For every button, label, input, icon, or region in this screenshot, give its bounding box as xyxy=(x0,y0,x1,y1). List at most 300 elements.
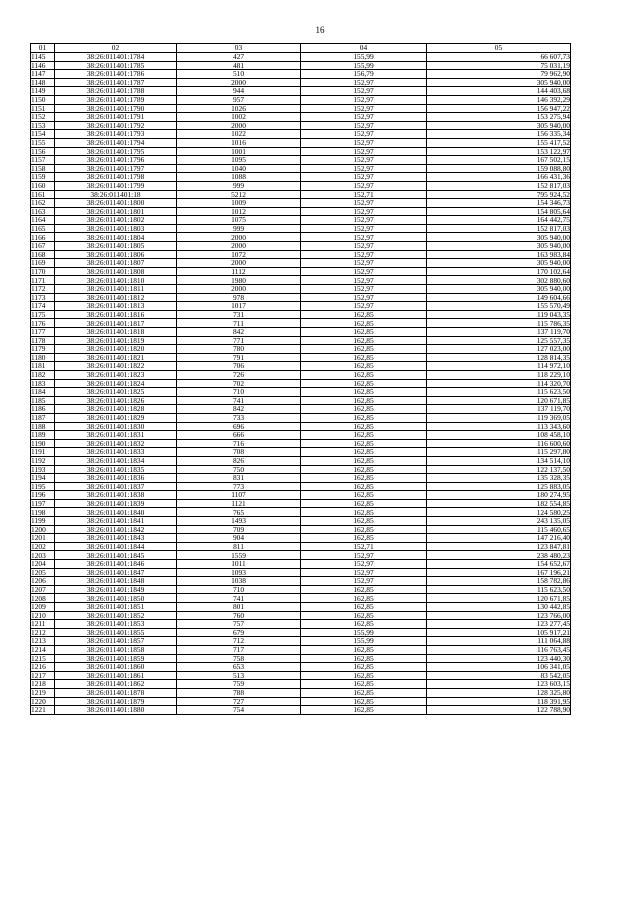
cadastral-number-cell: 38:26:011401:1846 xyxy=(55,560,177,569)
row-number-cell: 1147 xyxy=(31,70,55,79)
data-table xyxy=(30,43,571,715)
rate-cell: 152,97 xyxy=(301,577,427,586)
row-number-cell: 1164 xyxy=(31,216,55,225)
area-cell: 1107 xyxy=(177,491,301,500)
rate-cell: 152,97 xyxy=(301,147,427,156)
value-cell: 167 196,21 xyxy=(427,568,571,577)
area-cell: 944 xyxy=(177,87,301,96)
table-row xyxy=(31,242,571,251)
value-cell: 146 392,29 xyxy=(427,95,571,104)
value-cell: 155 417,52 xyxy=(427,138,571,147)
table-row xyxy=(31,594,571,603)
row-number-cell: 1155 xyxy=(31,138,55,147)
cadastral-number-cell: 38:26:011401:18 xyxy=(55,190,177,199)
row-number-cell: 1148 xyxy=(31,78,55,87)
rate-cell: 162,85 xyxy=(301,594,427,603)
rate-cell: 152,97 xyxy=(301,78,427,87)
row-number-cell: 1208 xyxy=(31,594,55,603)
column-header: 03 xyxy=(177,44,301,53)
rate-cell: 162,85 xyxy=(301,508,427,517)
cadastral-number-cell: 38:26:011401:1813 xyxy=(55,302,177,311)
row-number-cell: 1196 xyxy=(31,491,55,500)
table-row xyxy=(31,697,571,706)
rate-cell: 162,85 xyxy=(301,422,427,431)
header-row xyxy=(31,44,571,53)
value-cell: 83 542,05 xyxy=(427,671,571,680)
table-row xyxy=(31,156,571,165)
value-cell: 158 782,86 xyxy=(427,577,571,586)
value-cell: 118 229,10 xyxy=(427,370,571,379)
cadastral-number-cell: 38:26:011401:1843 xyxy=(55,534,177,543)
area-cell: 842 xyxy=(177,328,301,337)
area-cell: 1009 xyxy=(177,199,301,208)
row-number-cell: 1162 xyxy=(31,199,55,208)
value-cell: 106 341,05 xyxy=(427,663,571,672)
rate-cell: 162,85 xyxy=(301,603,427,612)
rate-cell: 162,85 xyxy=(301,413,427,422)
table-row xyxy=(31,370,571,379)
area-cell: 2000 xyxy=(177,121,301,130)
cadastral-number-cell: 38:26:011401:1793 xyxy=(55,130,177,139)
cadastral-number-cell: 38:26:011401:1805 xyxy=(55,242,177,251)
rate-cell: 152,97 xyxy=(301,156,427,165)
value-cell: 116 600,60 xyxy=(427,439,571,448)
value-cell: 153 275,94 xyxy=(427,113,571,122)
rate-cell: 152,97 xyxy=(301,173,427,182)
area-cell: 788 xyxy=(177,688,301,697)
value-cell: 147 216,40 xyxy=(427,534,571,543)
rate-cell: 152,97 xyxy=(301,87,427,96)
cadastral-number-cell: 38:26:011401:1824 xyxy=(55,379,177,388)
row-number-cell: 1191 xyxy=(31,448,55,457)
row-number-cell: 1207 xyxy=(31,585,55,594)
row-number-cell: 1168 xyxy=(31,250,55,259)
row-number-cell: 1185 xyxy=(31,396,55,405)
rate-cell: 152,97 xyxy=(301,568,427,577)
row-number-cell: 1184 xyxy=(31,388,55,397)
value-cell: 128 325,80 xyxy=(427,688,571,697)
row-number-cell: 1214 xyxy=(31,645,55,654)
area-cell: 1072 xyxy=(177,250,301,259)
row-number-cell: 1219 xyxy=(31,688,55,697)
rate-cell: 162,85 xyxy=(301,370,427,379)
row-number-cell: 1174 xyxy=(31,302,55,311)
cadastral-number-cell: 38:26:011401:1802 xyxy=(55,216,177,225)
rate-cell: 152,97 xyxy=(301,293,427,302)
cadastral-number-cell: 38:26:011401:1828 xyxy=(55,405,177,414)
table-row xyxy=(31,388,571,397)
row-number-cell: 1149 xyxy=(31,87,55,96)
value-cell: 119 043,35 xyxy=(427,310,571,319)
table-row xyxy=(31,164,571,173)
value-cell: 123 847,81 xyxy=(427,542,571,551)
table-row xyxy=(31,104,571,113)
value-cell: 116 763,45 xyxy=(427,645,571,654)
value-cell: 305 940,00 xyxy=(427,259,571,268)
cadastral-number-cell: 38:26:011401:1817 xyxy=(55,319,177,328)
row-number-cell: 1165 xyxy=(31,224,55,233)
row-number-cell: 1171 xyxy=(31,276,55,285)
rate-cell: 162,85 xyxy=(301,465,427,474)
table-row xyxy=(31,113,571,122)
value-cell: 305 940,00 xyxy=(427,285,571,294)
area-cell: 759 xyxy=(177,680,301,689)
rate-cell: 152,97 xyxy=(301,285,427,294)
row-number-cell: 1153 xyxy=(31,121,55,130)
rate-cell: 152,71 xyxy=(301,190,427,199)
cadastral-number-cell: 38:26:011401:1818 xyxy=(55,328,177,337)
area-cell: 679 xyxy=(177,628,301,637)
rate-cell: 162,85 xyxy=(301,448,427,457)
value-cell: 122 137,50 xyxy=(427,465,571,474)
value-cell: 105 917,21 xyxy=(427,628,571,637)
cadastral-number-cell: 38:26:011401:1836 xyxy=(55,474,177,483)
area-cell: 711 xyxy=(177,319,301,328)
value-cell: 123 277,45 xyxy=(427,620,571,629)
area-cell: 731 xyxy=(177,310,301,319)
rate-cell: 152,97 xyxy=(301,181,427,190)
area-cell: 999 xyxy=(177,181,301,190)
table-row xyxy=(31,199,571,208)
value-cell: 149 604,66 xyxy=(427,293,571,302)
rate-cell: 152,97 xyxy=(301,138,427,147)
row-number-cell: 1202 xyxy=(31,542,55,551)
area-cell: 710 xyxy=(177,585,301,594)
table-row xyxy=(31,499,571,508)
rate-cell: 162,85 xyxy=(301,310,427,319)
cadastral-number-cell: 38:26:011401:1812 xyxy=(55,293,177,302)
row-number-cell: 1160 xyxy=(31,181,55,190)
cadastral-number-cell: 38:26:011401:1860 xyxy=(55,663,177,672)
table-row xyxy=(31,302,571,311)
cadastral-number-cell: 38:26:011401:1796 xyxy=(55,156,177,165)
column-header: 05 xyxy=(427,44,571,53)
row-number-cell: 1172 xyxy=(31,285,55,294)
rate-cell: 155,99 xyxy=(301,628,427,637)
cadastral-number-cell: 38:26:011401:1857 xyxy=(55,637,177,646)
row-number-cell: 1205 xyxy=(31,568,55,577)
table-row xyxy=(31,637,571,646)
area-cell: 481 xyxy=(177,61,301,70)
rate-cell: 156,79 xyxy=(301,70,427,79)
row-number-cell: 1151 xyxy=(31,104,55,113)
table-row xyxy=(31,353,571,362)
value-cell: 156 947,22 xyxy=(427,104,571,113)
row-number-cell: 1203 xyxy=(31,551,55,560)
table-row xyxy=(31,362,571,371)
table-row xyxy=(31,568,571,577)
table-row xyxy=(31,654,571,663)
rate-cell: 162,85 xyxy=(301,456,427,465)
cadastral-number-cell: 38:26:011401:1847 xyxy=(55,568,177,577)
area-cell: 706 xyxy=(177,362,301,371)
row-number-cell: 1220 xyxy=(31,697,55,706)
row-number-cell: 1158 xyxy=(31,164,55,173)
rate-cell: 162,85 xyxy=(301,319,427,328)
area-cell: 716 xyxy=(177,439,301,448)
table-row xyxy=(31,620,571,629)
value-cell: 125 557,35 xyxy=(427,336,571,345)
value-cell: 125 883,05 xyxy=(427,482,571,491)
cadastral-number-cell: 38:26:011401:1822 xyxy=(55,362,177,371)
area-cell: 1121 xyxy=(177,499,301,508)
area-cell: 5212 xyxy=(177,190,301,199)
table-row xyxy=(31,603,571,612)
value-cell: 75 031,19 xyxy=(427,61,571,70)
cadastral-number-cell: 38:26:011401:1797 xyxy=(55,164,177,173)
value-cell: 153 122,97 xyxy=(427,147,571,156)
cadastral-number-cell: 38:26:011401:1801 xyxy=(55,207,177,216)
row-number-cell: 1156 xyxy=(31,147,55,156)
cadastral-number-cell: 38:26:011401:1791 xyxy=(55,113,177,122)
cadastral-number-cell: 38:26:011401:1785 xyxy=(55,61,177,70)
row-number-cell: 1212 xyxy=(31,628,55,637)
area-cell: 710 xyxy=(177,388,301,397)
row-number-cell: 1187 xyxy=(31,413,55,422)
table-row xyxy=(31,663,571,672)
cadastral-number-cell: 38:26:011401:1786 xyxy=(55,70,177,79)
row-number-cell: 1157 xyxy=(31,156,55,165)
area-cell: 904 xyxy=(177,534,301,543)
area-cell: 826 xyxy=(177,456,301,465)
area-cell: 1002 xyxy=(177,113,301,122)
table-row xyxy=(31,250,571,259)
rate-cell: 152,97 xyxy=(301,164,427,173)
cadastral-number-cell: 38:26:011401:1880 xyxy=(55,706,177,715)
table-row xyxy=(31,259,571,268)
area-cell: 2000 xyxy=(177,233,301,242)
area-cell: 2000 xyxy=(177,285,301,294)
row-number-cell: 1169 xyxy=(31,259,55,268)
area-cell: 754 xyxy=(177,706,301,715)
value-cell: 170 102,64 xyxy=(427,267,571,276)
value-cell: 137 119,70 xyxy=(427,405,571,414)
area-cell: 842 xyxy=(177,405,301,414)
value-cell: 152 817,03 xyxy=(427,181,571,190)
area-cell: 1980 xyxy=(177,276,301,285)
table-row xyxy=(31,465,571,474)
cadastral-number-cell: 38:26:011401:1831 xyxy=(55,431,177,440)
row-number-cell: 1176 xyxy=(31,319,55,328)
table-row xyxy=(31,542,571,551)
rate-cell: 162,85 xyxy=(301,645,427,654)
rate-cell: 152,97 xyxy=(301,207,427,216)
row-number-cell: 1197 xyxy=(31,499,55,508)
value-cell: 119 369,05 xyxy=(427,413,571,422)
row-number-cell: 1150 xyxy=(31,95,55,104)
cadastral-number-cell: 38:26:011401:1842 xyxy=(55,525,177,534)
cadastral-number-cell: 38:26:011401:1825 xyxy=(55,388,177,397)
cadastral-number-cell: 38:26:011401:1787 xyxy=(55,78,177,87)
table-row xyxy=(31,78,571,87)
table-row xyxy=(31,491,571,500)
row-number-cell: 1195 xyxy=(31,482,55,491)
row-number-cell: 1177 xyxy=(31,328,55,337)
row-number-cell: 1190 xyxy=(31,439,55,448)
cadastral-number-cell: 38:26:011401:1788 xyxy=(55,87,177,96)
row-number-cell: 1179 xyxy=(31,345,55,354)
table-row xyxy=(31,422,571,431)
rate-cell: 152,97 xyxy=(301,113,427,122)
value-cell: 120 671,85 xyxy=(427,396,571,405)
table-row xyxy=(31,70,571,79)
area-cell: 1017 xyxy=(177,302,301,311)
cadastral-number-cell: 38:26:011401:1833 xyxy=(55,448,177,457)
table-row xyxy=(31,525,571,534)
value-cell: 305 940,00 xyxy=(427,78,571,87)
rate-cell: 152,97 xyxy=(301,233,427,242)
table-row xyxy=(31,405,571,414)
area-cell: 2000 xyxy=(177,78,301,87)
value-cell: 238 480,23 xyxy=(427,551,571,560)
area-cell: 801 xyxy=(177,603,301,612)
row-number-cell: 1217 xyxy=(31,671,55,680)
row-number-cell: 1166 xyxy=(31,233,55,242)
row-number-cell: 1173 xyxy=(31,293,55,302)
table-row xyxy=(31,61,571,70)
cadastral-number-cell: 38:26:011401:1790 xyxy=(55,104,177,113)
table-row xyxy=(31,336,571,345)
rate-cell: 155,99 xyxy=(301,637,427,646)
value-cell: 166 431,36 xyxy=(427,173,571,182)
cadastral-number-cell: 38:26:011401:1838 xyxy=(55,491,177,500)
table-row xyxy=(31,688,571,697)
value-cell: 167 502,15 xyxy=(427,156,571,165)
area-cell: 727 xyxy=(177,697,301,706)
table-row xyxy=(31,181,571,190)
rate-cell: 162,85 xyxy=(301,396,427,405)
cadastral-number-cell: 38:26:011401:1841 xyxy=(55,517,177,526)
rate-cell: 152,97 xyxy=(301,560,427,569)
table-row xyxy=(31,439,571,448)
row-number-cell: 1200 xyxy=(31,525,55,534)
area-cell: 709 xyxy=(177,525,301,534)
cadastral-number-cell: 38:26:011401:1829 xyxy=(55,413,177,422)
row-number-cell: 1194 xyxy=(31,474,55,483)
rate-cell: 152,97 xyxy=(301,121,427,130)
cadastral-number-cell: 38:26:011401:1844 xyxy=(55,542,177,551)
cadastral-number-cell: 38:26:011401:1830 xyxy=(55,422,177,431)
table-row xyxy=(31,207,571,216)
row-number-cell: 1180 xyxy=(31,353,55,362)
rate-cell: 152,97 xyxy=(301,130,427,139)
table-row xyxy=(31,448,571,457)
cadastral-number-cell: 38:26:011401:1810 xyxy=(55,276,177,285)
row-number-cell: 1198 xyxy=(31,508,55,517)
row-number-cell: 1188 xyxy=(31,422,55,431)
table-row xyxy=(31,628,571,637)
area-cell: 957 xyxy=(177,95,301,104)
area-cell: 741 xyxy=(177,396,301,405)
row-number-cell: 1211 xyxy=(31,620,55,629)
area-cell: 1001 xyxy=(177,147,301,156)
row-number-cell: 1161 xyxy=(31,190,55,199)
area-cell: 1075 xyxy=(177,216,301,225)
cadastral-number-cell: 38:26:011401:1839 xyxy=(55,499,177,508)
rate-cell: 152,97 xyxy=(301,199,427,208)
table-row xyxy=(31,276,571,285)
rate-cell: 162,85 xyxy=(301,680,427,689)
row-number-cell: 1193 xyxy=(31,465,55,474)
area-cell: 1040 xyxy=(177,164,301,173)
cadastral-number-cell: 38:26:011401:1848 xyxy=(55,577,177,586)
table-body xyxy=(31,53,571,715)
area-cell: 765 xyxy=(177,508,301,517)
value-cell: 164 442,75 xyxy=(427,216,571,225)
table-row xyxy=(31,53,571,62)
area-cell: 1559 xyxy=(177,551,301,560)
value-cell: 123 603,15 xyxy=(427,680,571,689)
row-number-cell: 1159 xyxy=(31,173,55,182)
cadastral-number-cell: 38:26:011401:1795 xyxy=(55,147,177,156)
rate-cell: 162,85 xyxy=(301,585,427,594)
row-number-cell: 1170 xyxy=(31,267,55,276)
cadastral-number-cell: 38:26:011401:1862 xyxy=(55,680,177,689)
rate-cell: 155,99 xyxy=(301,53,427,62)
row-number-cell: 1192 xyxy=(31,456,55,465)
area-cell: 712 xyxy=(177,637,301,646)
table-row xyxy=(31,534,571,543)
rate-cell: 162,85 xyxy=(301,345,427,354)
value-cell: 108 458,10 xyxy=(427,431,571,440)
row-number-cell: 1163 xyxy=(31,207,55,216)
table-row xyxy=(31,121,571,130)
value-cell: 144 403,68 xyxy=(427,87,571,96)
cadastral-number-cell: 38:26:011401:1816 xyxy=(55,310,177,319)
value-cell: 180 274,95 xyxy=(427,491,571,500)
row-number-cell: 1199 xyxy=(31,517,55,526)
row-number-cell: 1154 xyxy=(31,130,55,139)
rate-cell: 152,97 xyxy=(301,224,427,233)
area-cell: 666 xyxy=(177,431,301,440)
table-row xyxy=(31,173,571,182)
row-number-cell: 1167 xyxy=(31,242,55,251)
rate-cell: 152,97 xyxy=(301,95,427,104)
cadastral-number-cell: 38:26:011401:1821 xyxy=(55,353,177,362)
value-cell: 79 962,90 xyxy=(427,70,571,79)
cadastral-number-cell: 38:26:011401:1840 xyxy=(55,508,177,517)
cadastral-number-cell: 38:26:011401:1820 xyxy=(55,345,177,354)
rate-cell: 162,85 xyxy=(301,379,427,388)
area-cell: 1093 xyxy=(177,568,301,577)
value-cell: 115 460,65 xyxy=(427,525,571,534)
table-row xyxy=(31,138,571,147)
rate-cell: 155,99 xyxy=(301,61,427,70)
area-cell: 1011 xyxy=(177,560,301,569)
area-cell: 1038 xyxy=(177,577,301,586)
value-cell: 156 335,34 xyxy=(427,130,571,139)
cadastral-number-cell: 38:26:011401:1849 xyxy=(55,585,177,594)
cadastral-number-cell: 38:26:011401:1853 xyxy=(55,620,177,629)
row-number-cell: 1213 xyxy=(31,637,55,646)
rate-cell: 152,97 xyxy=(301,267,427,276)
cadastral-number-cell: 38:26:011401:1834 xyxy=(55,456,177,465)
area-cell: 741 xyxy=(177,594,301,603)
table-row xyxy=(31,328,571,337)
cadastral-number-cell: 38:26:011401:1811 xyxy=(55,285,177,294)
row-number-cell: 1215 xyxy=(31,654,55,663)
area-cell: 653 xyxy=(177,663,301,672)
rate-cell: 162,85 xyxy=(301,491,427,500)
table-row xyxy=(31,482,571,491)
cadastral-number-cell: 38:26:011401:1858 xyxy=(55,645,177,654)
cadastral-number-cell: 38:26:011401:1798 xyxy=(55,173,177,182)
table-row xyxy=(31,233,571,242)
rate-cell: 162,85 xyxy=(301,688,427,697)
cadastral-number-cell: 38:26:011401:1837 xyxy=(55,482,177,491)
value-cell: 120 671,85 xyxy=(427,594,571,603)
value-cell: 134 514,10 xyxy=(427,456,571,465)
